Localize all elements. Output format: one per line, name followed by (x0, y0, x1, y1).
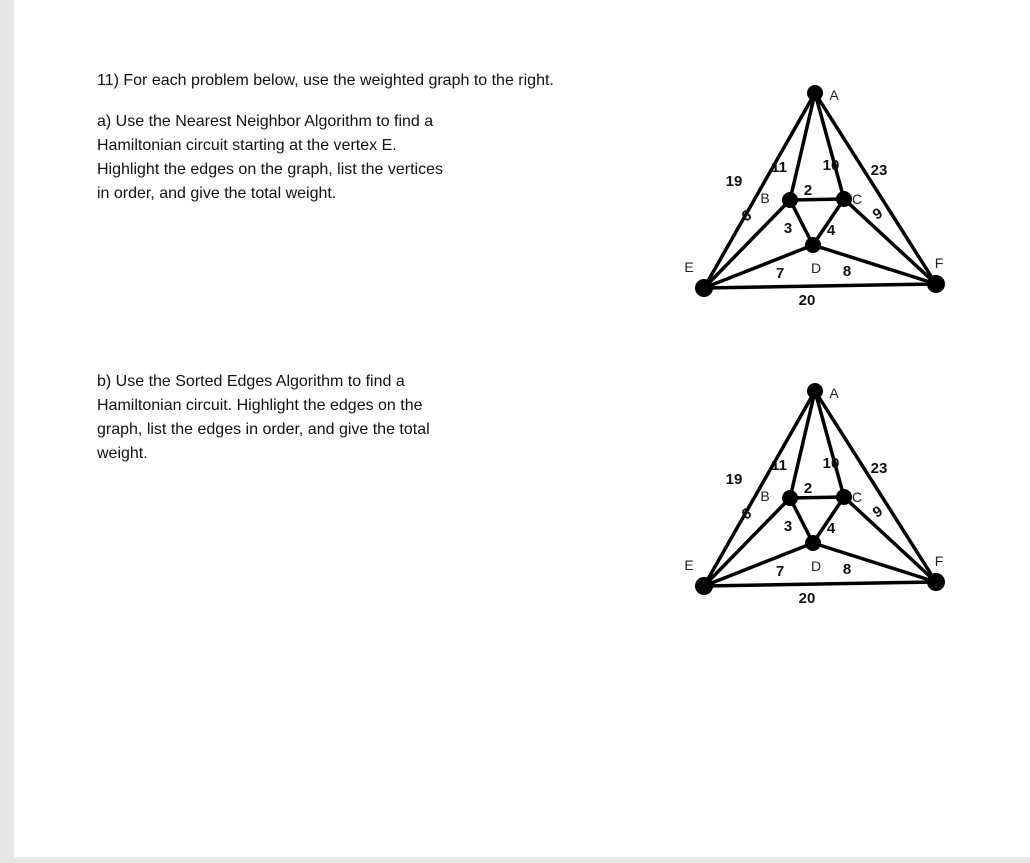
part-b-line: b) Use the Sorted Edges Algorithm to find a (97, 373, 405, 390)
edge-weight-BE: 6 (738, 206, 755, 226)
edge-EF (704, 582, 936, 586)
vertex-label-A: A (829, 385, 839, 401)
edge-weight-AF: 23 (870, 162, 888, 179)
vertex-label-E: E (684, 259, 694, 275)
edge-DE (704, 245, 813, 288)
edge-weight-BD: 3 (783, 518, 793, 535)
edge-AF (815, 391, 936, 582)
edge-weight-CD: 4 (826, 520, 836, 537)
edge-weight-CF: 9 (869, 502, 886, 522)
edge-weight-AE: 19 (725, 471, 743, 488)
edge-weight-AE: 19 (725, 173, 743, 190)
edge-AF (815, 93, 936, 284)
vertex-label-B: B (760, 488, 770, 504)
part-b-line: graph, list the edges in order, and give the total (97, 421, 430, 438)
graph-a-svg (674, 80, 944, 310)
vertex-label-D: D (810, 558, 822, 574)
edge-weight-AF: 23 (870, 460, 888, 477)
edge-weight-EF: 20 (798, 292, 816, 309)
vertex-label-F: F (934, 553, 944, 569)
edge-BC (790, 497, 844, 498)
part-a-text (97, 110, 477, 206)
part-a-line: Hamiltonian circuit starting at the vertex E. (97, 137, 397, 154)
edge-AC (815, 93, 844, 199)
vertex-D (805, 535, 821, 551)
edge-weight-AC: 10 (822, 157, 840, 174)
vertex-C (836, 191, 852, 207)
edge-weight-BD: 3 (783, 220, 793, 237)
vertex-B (782, 490, 798, 506)
edge-AC (815, 391, 844, 497)
edge-BC (790, 199, 844, 200)
edge-weight-BE: 6 (738, 504, 755, 524)
part-b-line: weight. (97, 445, 148, 462)
vertex-label-D: D (810, 260, 822, 276)
graph-b-svg (674, 378, 944, 608)
vertex-C (836, 489, 852, 505)
edge-weight-DF: 8 (842, 561, 852, 578)
vertex-A (807, 383, 823, 399)
part-a-line: Highlight the edges on the graph, list the vertices (97, 161, 443, 178)
edge-weight-BC: 2 (803, 182, 813, 199)
edge-weight-AC: 10 (822, 455, 840, 472)
edge-weight-AB: 11 (771, 457, 787, 474)
edge-weight-EF: 20 (798, 590, 816, 607)
edge-DF (810, 245, 936, 284)
vertex-label-C: C (851, 489, 863, 505)
vertex-E (695, 279, 713, 297)
document-page (14, 0, 1030, 857)
question-title: 11) For each problem below, use the weighted graph to the right. (97, 72, 554, 89)
weighted-graph-b (674, 378, 944, 608)
edge-DE (704, 543, 813, 586)
vertex-label-C: C (851, 191, 863, 207)
edge-weight-CD: 4 (826, 222, 836, 239)
vertex-D (805, 237, 821, 253)
part-b-line: Hamiltonian circuit. Highlight the edges on the (97, 397, 423, 414)
edge-weight-DF: 8 (842, 263, 852, 280)
edge-weight-DE: 7 (775, 563, 785, 580)
edge-weight-AB: 11 (771, 159, 787, 176)
part-b-text (97, 370, 477, 466)
edge-weight-DE: 7 (775, 265, 785, 282)
part-a-line: in order, and give the total weight. (97, 185, 337, 202)
vertex-B (782, 192, 798, 208)
edge-weight-CF: 9 (869, 204, 886, 224)
vertex-label-F: F (934, 255, 944, 271)
vertex-label-E: E (684, 557, 694, 573)
vertex-A (807, 85, 823, 101)
part-a-line: a) Use the Nearest Neighbor Algorithm to find a (97, 113, 434, 130)
vertex-label-B: B (760, 190, 770, 206)
edge-EF (704, 284, 936, 288)
edge-DF (810, 543, 936, 582)
vertex-F (927, 275, 945, 293)
weighted-graph-a (674, 80, 944, 310)
edge-weight-BC: 2 (803, 480, 813, 497)
vertex-F (927, 573, 945, 591)
vertex-label-A: A (829, 87, 839, 103)
vertex-E (695, 577, 713, 595)
